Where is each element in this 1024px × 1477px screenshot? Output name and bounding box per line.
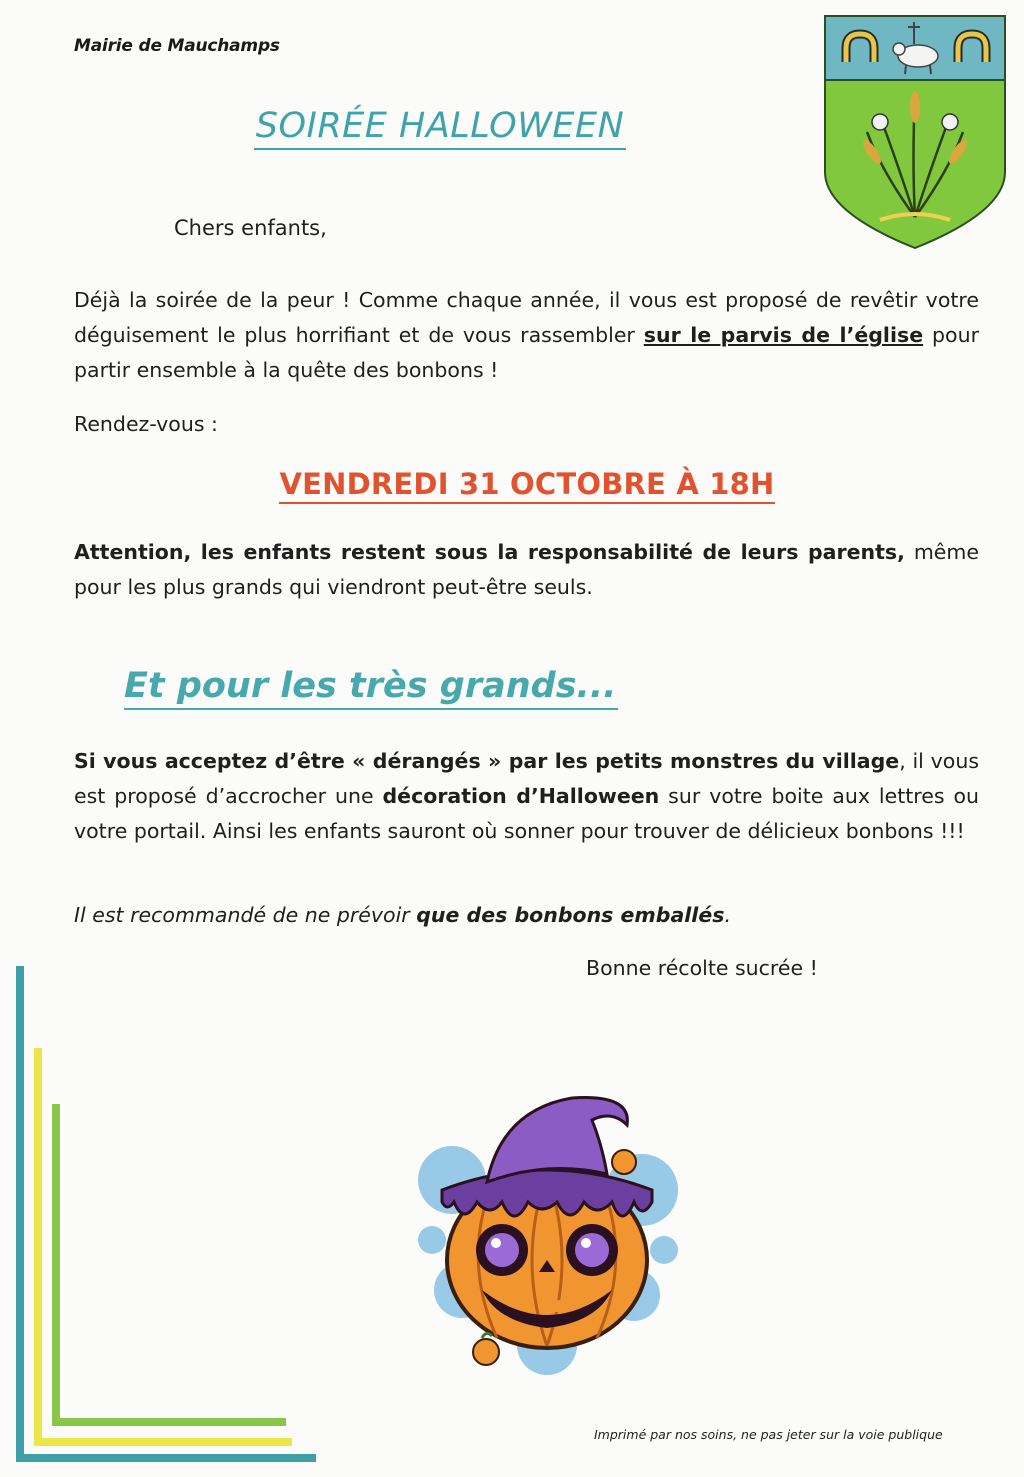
intro-paragraph: Déjà la soirée de la peur ! Comme chaque année, il vous est proposé de revêtir votre déguisement le plus horrifiant et de vous rassembler sur le parvis de l’église pour partir ensemble à la quête des bonbons ! (74, 288, 979, 382)
closing-line: Bonne récolte sucrée ! (586, 956, 818, 980)
decorative-bar-green-horizontal (52, 1418, 286, 1426)
pumpkin-witch-hat-icon (402, 1090, 692, 1390)
organization-name: Mairie de Mauchamps (74, 36, 280, 56)
recommendation: Il est recommandé de ne prévoir que des bonbons emballés. (74, 903, 731, 927)
warning-paragraph: Attention, les enfants restent sous la responsabilité de leurs parents, même pour les plus grands qui viendront peut-être seuls. (74, 540, 979, 599)
decorative-bar-teal-horizontal (16, 1454, 316, 1462)
footer-note: Imprimé par nos soins, ne pas jeter sur la voie publique (594, 1427, 943, 1442)
decorative-bar-yellow-horizontal (34, 1438, 292, 1446)
meeting-place: sur le parvis de l’église (643, 323, 924, 347)
decorative-bar-yellow-vertical (34, 1048, 42, 1446)
rendezvous-label: Rendez-vous : (74, 412, 218, 436)
decorative-bar-green-vertical (52, 1104, 60, 1426)
salutation: Chers enfants, (174, 216, 327, 240)
adults-paragraph: Si vous acceptez d’être « dérangés » par les petits monstres du village, il vous est proposé d’accrocher une décoration d’Halloween sur votre boite aux lettres ou votre portail. Ainsi les enfants sauront où sonner pour trouver de délicieux bonbons !!! (74, 749, 980, 843)
page-title: SOIRÉE HALLOWEEN (0, 106, 880, 146)
adults-section-title: Et pour les très grands... (124, 666, 618, 706)
event-date: VENDREDI 31 OCTOBRE À 18H (0, 467, 1024, 501)
decorative-bar-teal-vertical (16, 966, 24, 1462)
